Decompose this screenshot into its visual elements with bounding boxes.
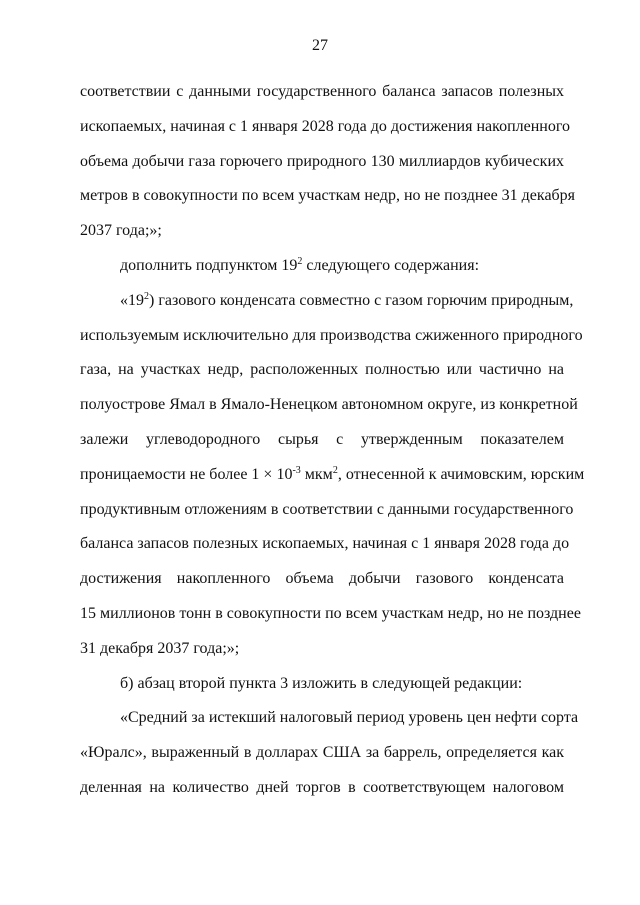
text-fragment: следующего содержания: bbox=[302, 256, 480, 274]
paragraph-amendment-intro bbox=[80, 249, 564, 284]
superscript: 2 bbox=[297, 255, 303, 267]
text-line bbox=[80, 284, 574, 319]
text-line: газа, на участках недр, расположенных полностью или частично на bbox=[80, 361, 564, 379]
text-fragment: «19 bbox=[120, 291, 144, 309]
page-number: 27 bbox=[312, 37, 328, 54]
text-fragment: проницаемости не более 1 × 10 bbox=[80, 465, 293, 483]
text-line: метров в совокупности по всем участкам недр, но не позднее 31 декабря bbox=[80, 187, 576, 205]
paragraph-urals-price bbox=[80, 701, 579, 805]
text-fragment: , отнесенной к ачимовским, юрским bbox=[337, 465, 585, 483]
superscript: 2 bbox=[332, 464, 338, 476]
paragraph-continuation bbox=[80, 75, 576, 249]
text-line: 31 декабря 2037 года;»; bbox=[80, 639, 240, 657]
text-fragment: мкм bbox=[300, 465, 333, 483]
text-line: залежи углеводородного сырья с утвержденным показателем bbox=[80, 430, 564, 448]
document-body bbox=[80, 75, 585, 806]
text-line: «Средний за истекший налоговый период уровень цен нефти сорта bbox=[120, 709, 579, 727]
text-line: полуострове Ямал в Ямало-Ненецком автономном округе, из конкретной bbox=[80, 396, 578, 414]
text-line: объема добычи газа горючего природного 130 миллиардов кубических bbox=[80, 152, 564, 170]
paragraph-subclause-19-2 bbox=[80, 284, 585, 667]
superscript: 2 bbox=[144, 290, 149, 302]
text-line: соответствии с данными государственного баланса запасов полезных bbox=[80, 83, 564, 100]
text-line bbox=[80, 458, 585, 493]
text-line: б) абзац второй пункта 3 изложить в следующей редакции: bbox=[120, 674, 523, 692]
text-line: деленная на количество дней торгов в соответствующем налоговом bbox=[80, 778, 564, 796]
text-line: ископаемых, начиная с 1 января 2028 года до достижения накопленного bbox=[80, 117, 571, 135]
text-fragment: ) газового конденсата совместно с газом горючим природным, bbox=[149, 291, 574, 309]
text-fragment: дополнить подпунктом 19 bbox=[120, 256, 298, 274]
text-line bbox=[80, 249, 564, 284]
text-line: баланса запасов полезных ископаемых, начиная с 1 января 2028 года до bbox=[80, 535, 570, 553]
text-line: «Юралс», выраженный в долларах США за баррель, определяется как bbox=[80, 744, 564, 762]
superscript: -3 bbox=[292, 464, 301, 476]
text-line: 2037 года;»; bbox=[80, 222, 162, 240]
text-line: 15 миллионов тонн в совокупности по всем участкам недр, но не позднее bbox=[80, 604, 581, 622]
text-line: используемым исключительно для производства сжиженного природного bbox=[80, 326, 583, 344]
text-line: продуктивным отложениям в соответствии с данными государственного bbox=[80, 500, 574, 518]
text-line: достижения накопленного объема добычи газового конденсата bbox=[80, 570, 564, 588]
paragraph-item-b bbox=[80, 667, 564, 702]
